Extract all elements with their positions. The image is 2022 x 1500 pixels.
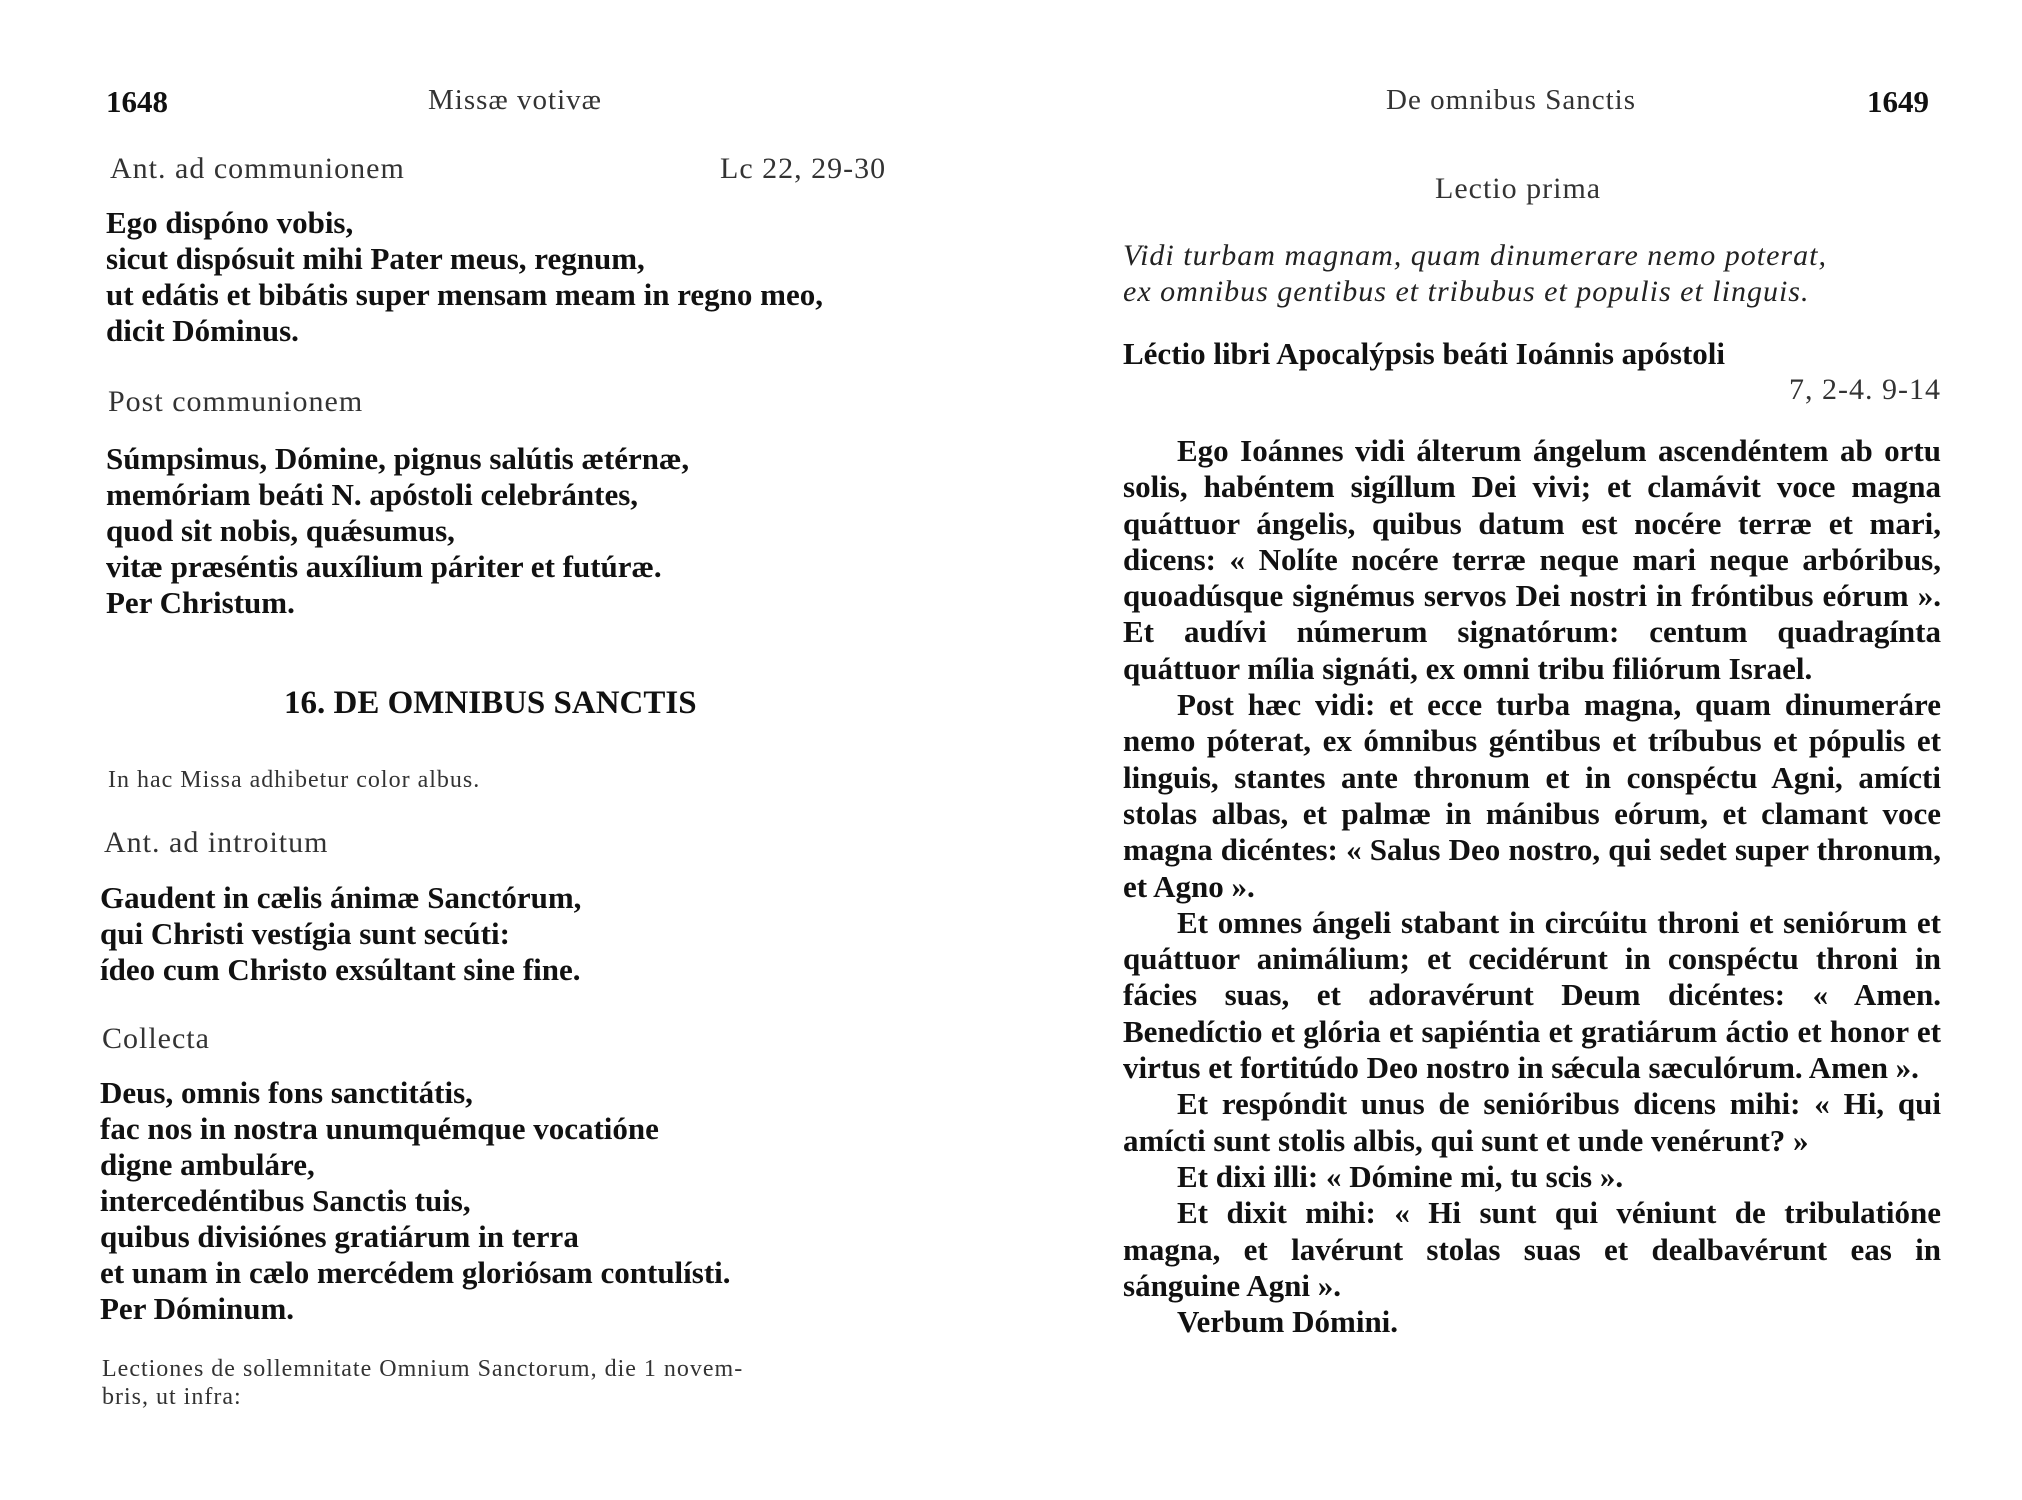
introit-label: Ant. ad introitum bbox=[104, 826, 329, 859]
running-head: Missæ votivæ bbox=[428, 84, 602, 116]
reading-label: Lectio prima bbox=[1435, 172, 1602, 205]
text-line: qui Christi vestígia sunt secúti: bbox=[100, 916, 510, 951]
reading-paragraph: Et dixit mihi: « Hi sunt qui véniunt de tribulatióne magna, et lavérunt stolas suas et dealbavérunt eas in sánguine Agni ». bbox=[1123, 1195, 1941, 1303]
text-line: quod sit nobis, quǽsumus, bbox=[106, 513, 455, 548]
text-line: ut edátis et bibátis super mensam meam in regno meo, bbox=[106, 277, 823, 312]
section-title: 16. DE OMNIBUS SANCTIS bbox=[284, 685, 697, 721]
footnote bbox=[102, 1355, 922, 1411]
reading-paragraph: Et dixi illi: « Dómine mi, tu scis ». bbox=[1177, 1158, 1624, 1194]
text-line: digne ambuláre, bbox=[100, 1147, 315, 1182]
text-line: Vidi turbam magnam, quam dinumerare nemo poterat, bbox=[1123, 239, 1827, 272]
reading-paragraph: Et respóndit unus de senióribus dicens mihi: « Hi, qui amícti sunt stolis albis, qui sunt et unde venérunt? » bbox=[1123, 1086, 1941, 1158]
text-line: Deus, omnis fons sanctitátis, bbox=[100, 1075, 473, 1110]
text-line: bris, ut infra: bbox=[102, 1384, 242, 1410]
text-line: Per Christum. bbox=[106, 585, 295, 620]
text-line: quibus divisiónes gratiárum in terra bbox=[100, 1219, 579, 1254]
reading-summary bbox=[1123, 238, 1827, 310]
text-line: memóriam beáti N. apóstoli celebrántes, bbox=[106, 477, 639, 512]
running-head: De omnibus Sanctis bbox=[1386, 84, 1636, 116]
text-line: ídeo cum Christo exsúltant sine fine. bbox=[100, 952, 581, 987]
text-line: Súmpsimus, Dómine, pignus salútis ætérnæ, bbox=[106, 441, 690, 476]
reading-reference: 7, 2-4. 9-14 bbox=[1789, 373, 1941, 406]
text-line: vitæ præséntis auxílium páriter et futúræ. bbox=[106, 549, 662, 584]
text-line: et unam in cælo mercédem gloriósam contulísti. bbox=[100, 1255, 731, 1290]
communion-antiphon-reference: Lc 22, 29-30 bbox=[720, 152, 887, 185]
text-line: dicit Dóminus. bbox=[106, 313, 299, 348]
text-line: Per Dóminum. bbox=[100, 1291, 295, 1326]
text-line: Gaudent in cælis ánimæ Sanctórum, bbox=[100, 880, 582, 915]
collect-text bbox=[100, 1075, 731, 1327]
text-line: fac nos in nostra unumquémque vocatióne bbox=[100, 1111, 659, 1146]
text-line: Ego dispóno vobis, bbox=[106, 205, 354, 240]
reading-body bbox=[1123, 433, 1941, 1340]
text-line: sicut dispósuit mihi Pater meus, regnum, bbox=[106, 241, 645, 276]
reading-paragraph: Post hæc vidi: et ecce turba magna, quam dinumeráre nemo póterat, ex ómnibus géntibus et tríbubus et pópulis et linguis, stantes ante thronum et in conspéctu Agni, amícti stolas albas, et palmæ in mánibus eórum, et clamant voce magna dicéntes: « Salus Deo nostro, qui sedet super thronum, et Agno ». bbox=[1123, 687, 1941, 904]
text-line: intercedéntibus Sanctis tuis, bbox=[100, 1183, 471, 1218]
right-page bbox=[1011, 0, 2022, 1500]
post-communion-label: Post communionem bbox=[108, 385, 364, 418]
text-line: ex omnibus gentibus et tribubus et populis et linguis. bbox=[1123, 275, 1810, 308]
communion-antiphon-label: Ant. ad communionem bbox=[110, 152, 405, 185]
collect-label: Collecta bbox=[102, 1022, 210, 1055]
reading-conclusion: Verbum Dómini. bbox=[1177, 1304, 1399, 1340]
page-number: 1648 bbox=[106, 84, 168, 119]
reading-title: Léctio libri Apocalýpsis beáti Ioánnis apóstoli bbox=[1123, 336, 1726, 371]
reading-paragraph: Ego Ioánnes vidi álterum ángelum ascendéntem ab ortu solis, habéntem sigíllum Dei vivi; et clamávit voce magna quáttuor ángelis, quibus datum est nocére terræ et mari, dicens: « Nolíte nocére terræ neque mari neque arbóribus, quoadúsque signémus servos Dei nostri in fróntibus eórum ». Et audívi númerum signatórum: centum quadragínta quáttuor mília signáti, ex omni tribu filiórum Israel. bbox=[1123, 433, 1941, 686]
post-communion-text bbox=[106, 441, 689, 621]
rubric: In hac Missa adhibetur color albus. bbox=[108, 767, 481, 793]
page-number: 1649 bbox=[1867, 84, 1929, 119]
introit-text bbox=[100, 880, 581, 988]
text-line: Lectiones de sollemnitate Omnium Sanctorum, die 1 novem- bbox=[102, 1356, 744, 1382]
reading-paragraph: Et omnes ángeli stabant in circúitu throni et seniórum et quáttuor animálium; et cecidérunt in conspéctu throni in fácies suas, et adoravérunt Deum dicéntes: « Amen. Benedíctio et glória et sapiéntia et gratiárum áctio et honor et virtus et fortitúdo Deo nostro in sǽcula sæculórum. Amen ». bbox=[1123, 904, 1941, 1086]
communion-antiphon-text bbox=[106, 205, 823, 349]
